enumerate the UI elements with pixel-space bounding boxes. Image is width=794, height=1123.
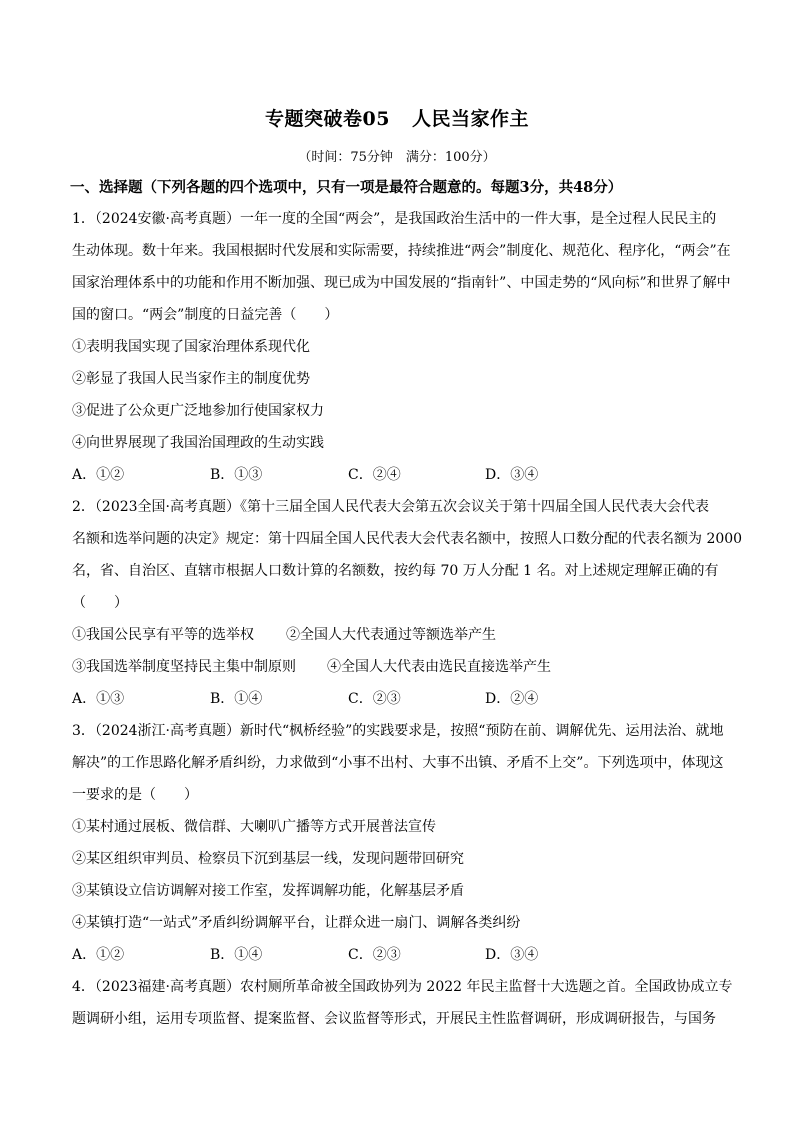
q3-option-b: B．①④ <box>210 947 263 963</box>
q3-statement: ③某镇设立信访调解对接工作室，发挥调解功能，化解基层矛盾 <box>72 883 464 899</box>
q2-stem-line: 名，省、自治区、直辖市根据人口数计算的名额数，按约每 70 万人分配 1 名。对上述规定理解正确的有 <box>72 563 719 579</box>
q1-option-d: D．③④ <box>485 467 539 483</box>
q2-options <box>72 688 732 708</box>
q3-statement: ②某区组织审判员、检察员下沉到基层一线，发现问题带回研究 <box>72 851 464 867</box>
q1-options <box>72 464 732 484</box>
q2-option-b: B．①④ <box>210 691 263 707</box>
q2-statement: ③我国选举制度坚持民主集中制原则 <box>72 659 296 675</box>
q2-statement: ④全国人大代表由选民直接选举产生 <box>327 659 551 675</box>
q1-stem-line: 国的窗口。“两会”制度的日益完善（ ） <box>72 307 339 323</box>
q2-statement-row <box>72 656 732 676</box>
title-main: 专题突破卷05 <box>265 108 390 130</box>
q1-stem-line: 国家治理体系中的功能和作用不断加强、现已成为中国发展的“指南针”、中国走势的“风向标”和世界了解中 <box>72 275 731 291</box>
q2-stem-line: 名额和选举问题的决定》规定：第十四届全国人民代表大会代表名额中，按照人口数分配的代表名额为 2000 <box>72 531 743 547</box>
q3-stem-line: 3．（2024浙江·高考真题）新时代“枫桥经验”的实践要求是，按照“预防在前、调解优先、运用法治、就地 <box>72 723 724 739</box>
q1-option-c: C．②④ <box>348 467 401 483</box>
q1-statement: ①表明我国实现了国家治理体系现代化 <box>72 339 310 355</box>
q1-statement: ②彰显了我国人民当家作主的制度优势 <box>72 371 310 387</box>
q3-statement: ①某村通过展板、微信群、大喇叭广播等方式开展普法宣传 <box>72 819 436 835</box>
q3-option-c: C．②③ <box>348 947 401 963</box>
page-title <box>0 104 794 131</box>
section-heading-choice: 一、选择题（下列各题的四个选项中，只有一项是最符合题意的。每题3分，共48分） <box>70 179 623 196</box>
q3-stem-line: 解决”的工作思路化解矛盾纠纷，力求做到“小事不出村、大事不出镇、矛盾不上交”。下列选项中，体现这 <box>72 755 724 771</box>
q1-statement: ③促进了公众更广泛地参加行使国家权力 <box>72 403 324 419</box>
q2-option-c: C．②③ <box>348 691 401 707</box>
q1-stem-line: 1．（2024安徽·高考真题）一年一度的全国“两会”，是我国政治生活中的一件大事，是全过程人民民主的 <box>72 211 717 227</box>
q2-statement-row <box>72 624 732 644</box>
q3-statement: ④某镇打造“一站式”矛盾纠纷调解平台，让群众进一扇门、调解各类纠纷 <box>72 915 521 931</box>
q3-stem-line: 一要求的是（ ） <box>72 787 198 803</box>
q1-statement: ④向世界展现了我国治国理政的生动实践 <box>72 435 324 451</box>
q2-statement: ①我国公民享有平等的选举权 <box>72 627 254 643</box>
q2-option-a: A．①③ <box>72 691 125 707</box>
title-topic: 人民当家作主 <box>411 108 529 130</box>
q4-stem-line: 4．（2023福建·高考真题）农村厕所革命被全国政协列为 2022 年民主监督十大选题之首。全国政协成立专 <box>72 979 733 995</box>
q3-options <box>72 944 732 964</box>
q2-option-d: D．②④ <box>485 691 539 707</box>
q2-statement: ②全国人大代表通过等额选举产生 <box>286 627 496 643</box>
q2-stem-line: 2．（2023全国·高考真题）《第十三届全国人民代表大会第五次会议关于第十四届全国人民代表大会代表 <box>72 499 709 515</box>
exam-time-and-score: （时间：75分钟 满分：100分） <box>298 150 496 165</box>
q4-stem-line: 题调研小组，运用专项监督、提案监督、会议监督等形式，开展民主性监督调研，形成调研报告，与国务 <box>72 1011 716 1027</box>
q1-option-a: A．①② <box>72 467 125 483</box>
q1-option-b: B．①③ <box>210 467 263 483</box>
q3-option-a: A．①② <box>72 947 125 963</box>
q2-stem-line: （ ） <box>72 595 128 611</box>
q3-option-d: D．③④ <box>485 947 539 963</box>
q1-stem-line: 生动体现。数十年来。我国根据时代发展和实际需要，持续推进“两会”制度化、规范化、程序化，“两会”在 <box>72 243 731 259</box>
